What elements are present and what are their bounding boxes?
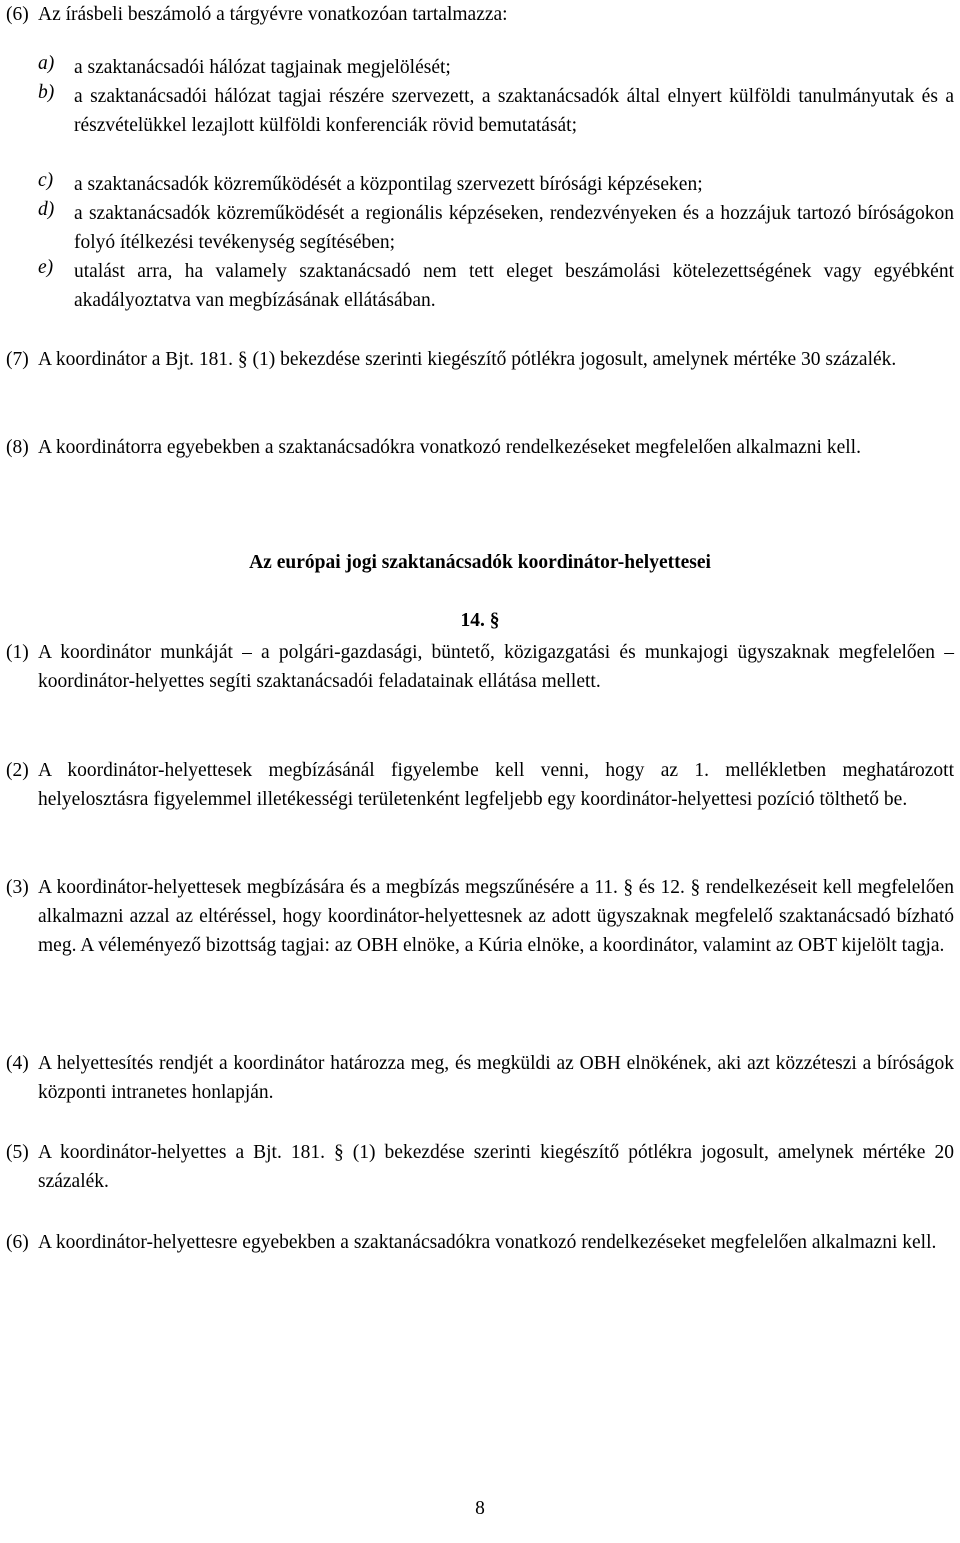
paragraph-text: A koordinátor-helyettesre egyebekben a szaktanácsadókra vonatkozó rendelkezéseket megfelelően alkalmazni kell. (38, 1232, 937, 1253)
paragraph-text: A koordinátor-helyettesek megbízásánál figyelembe kell venni, hogy az 1. mellékletben meghatározott helyelosztásra figyelemmel illetékességi területenként legfeljebb egy koordinátor-helyettesi pozíció tölthető be. (38, 760, 954, 810)
list-item-e (38, 257, 954, 315)
section-14-paragraph-2 (6, 756, 954, 814)
section-14-paragraph-5 (6, 1138, 954, 1196)
list-item-label: e) (38, 257, 54, 278)
paragraph-number: (6) (6, 1232, 29, 1253)
paragraph-number: (8) (6, 437, 29, 458)
section-14-paragraph-4 (6, 1049, 954, 1107)
paragraph-text: A koordinátor munkáját – a polgári-gazdasági, büntető, közigazgatási és munkajogi ügyszaknak megfelelően – koordinátor-helyettes segíti szaktanácsadói feladatainak ellátása mellett. (38, 642, 954, 692)
paragraph-text: A koordinátor a Bjt. 181. § (1) bekezdése szerinti kiegészítő pótlékra jogosult, amelynek mértéke 30 százalék. (38, 349, 897, 370)
list-item-text: a szaktanácsadói hálózat tagjai részére szervezett, a szaktanácsadók által elnyert külföldi tanulmányutak és a részvételükkel lezajlott külföldi konferenciák rövid bemutatását; (74, 86, 954, 136)
paragraph-text: A koordinátor-helyettes a Bjt. 181. § (1) bekezdése szerinti kiegészítő pótlékra jogosult, amelynek mértéke 20 százalék. (38, 1142, 954, 1192)
list-item-label: a) (38, 53, 55, 74)
paragraph-text: A koordinátorra egyebekben a szaktanácsadókra vonatkozó rendelkezéseket megfelelően alkalmazni kell. (38, 437, 861, 458)
list-item-a (38, 53, 954, 82)
list-item-label: d) (38, 199, 55, 220)
list-item-c (38, 170, 954, 199)
list-item-text: utalást arra, ha valamely szaktanácsadó nem tett eleget beszámolási kötelezettségének vagy egyébként akadályoztatva van megbízásának ellátásában. (74, 261, 954, 311)
paragraph-number: (2) (6, 760, 29, 781)
paragraph-number: (6) (6, 4, 29, 25)
list-item-b (38, 82, 954, 140)
list-item-label: c) (38, 170, 54, 191)
list-item-label: b) (38, 82, 55, 103)
paragraph-6-intro (6, 3, 508, 27)
paragraph-number: (5) (6, 1142, 29, 1163)
paragraph-number: (1) (6, 642, 29, 663)
section-14-paragraph-1 (6, 638, 954, 696)
section-heading: Az európai jogi szaktanácsadók koordinátor-helyettesei (249, 552, 711, 573)
list-item-text: a szaktanácsadók közreműködését a központilag szervezett bírósági képzéseken; (74, 174, 703, 195)
paragraph-number: (3) (6, 877, 29, 898)
list-item-text: a szaktanácsadói hálózat tagjainak megjelölését; (74, 57, 451, 78)
paragraph-text: A helyettesítés rendjét a koordinátor határozza meg, és megküldi az OBH elnökének, aki azt közzéteszi a bíróságok központi intranetes honlapján. (38, 1053, 954, 1103)
list-item-text: a szaktanácsadók közreműködését a regionális képzéseken, rendezvényeken és a hozzájuk tartozó bíróságokon folyó ítélkezési tevékenység segítésében; (74, 203, 954, 253)
section-number: 14. § (460, 610, 500, 631)
paragraph-7 (6, 345, 954, 374)
paragraph-number: (4) (6, 1053, 29, 1074)
section-14-paragraph-3 (6, 873, 954, 960)
section-14-paragraph-6 (6, 1228, 954, 1257)
paragraph-text: Az írásbeli beszámoló a tárgyévre vonatkozóan tartalmazza: (38, 4, 508, 25)
paragraph-text: A koordinátor-helyettesek megbízására és a megbízás megszűnésére a 11. § és 12. § rendelkezéseit kell megfelelően alkalmazni azzal az eltéréssel, hogy koordinátor-helyettesnek az adott ügyszaknak megfelelő szaktanácsadó bízható meg. A véleményező bizottság tagjai: az OBH elnöke, a Kúria elnöke, a koordinátor, valamint az OBT kijelölt tagja. (38, 877, 954, 956)
paragraph-8 (6, 433, 954, 462)
paragraph-number: (7) (6, 349, 29, 370)
page-number: 8 (475, 1498, 485, 1519)
list-item-d (38, 199, 954, 257)
